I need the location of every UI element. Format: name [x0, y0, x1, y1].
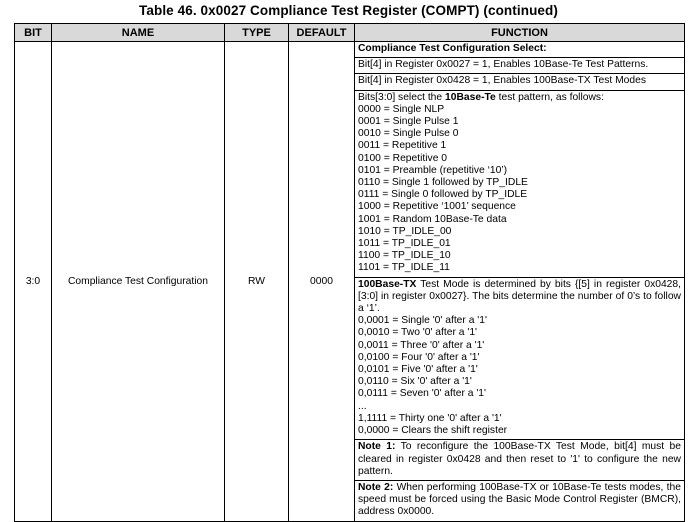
pattern-item: 0111 = Single 0 followed by TP_IDLE [358, 189, 528, 201]
pattern-item: 0000 = Single NLP [358, 103, 445, 115]
pattern-item: 0010 = Single Pulse 0 [358, 128, 459, 140]
function-tx-enable: Bit[4] in Register 0x0428 = 1, Enables 100Base-TX Test Modes [355, 74, 684, 90]
te-pattern-intro: Bits[3:0] select the 10Base-Te test pattern, as follows: [358, 91, 604, 103]
cell-type: RW [225, 42, 289, 522]
note-1: Note 1: To reconfigure the 100Base-TX Test Mode, bit[4] must be cleared in register 0x0428 and then reset to '1' to configure the new pattern. [355, 440, 684, 481]
pattern-item: 0110 = Single 1 followed by TP_IDLE [358, 177, 528, 189]
tx-pattern-block [355, 278, 684, 441]
pattern-item: 0,0101 = Five '0' after a '1' [358, 364, 478, 376]
tx-pattern-intro: 100Base-TX Test Mode is determined by bits {[5] in register 0x0428, [3:0] in register 0x0027}. The bits determine the number of 0’s to follow a ‘1’. [358, 278, 681, 315]
pattern-item: 1001 = Random 10Base-Te data [358, 213, 507, 225]
cell-bit: 3:0 [15, 42, 52, 522]
header-function: FUNCTION [355, 24, 685, 42]
cell-function [355, 42, 685, 522]
header-bit: BIT [15, 24, 52, 42]
te-pattern-block [355, 91, 684, 278]
pattern-item: 0101 = Preamble (repetitive ‘10’) [358, 164, 508, 176]
table-header-row [15, 24, 685, 42]
pattern-item: 0,0110 = Six '0' after a '1' [358, 376, 472, 388]
pattern-item: 1011 = TP_IDLE_01 [358, 238, 451, 250]
header-default: DEFAULT [289, 24, 355, 42]
pattern-item: 0100 = Repetitive 0 [358, 152, 448, 164]
pattern-item: 1010 = TP_IDLE_00 [358, 225, 452, 237]
pattern-item: 0001 = Single Pulse 1 [358, 116, 459, 128]
pattern-item: 1,1111 = Thirty one '0' after a '1' [358, 412, 502, 424]
pattern-item: 1000 = Repetitive ‘1001’ sequence [358, 201, 516, 213]
cell-name: Compliance Test Configuration [52, 42, 225, 522]
note-2: Note 2: When performing 100Base-TX or 10Base-Te tests modes, the speed must be forced using the Basic Mode Control Register (BMCR), address 0x0000. [358, 481, 681, 518]
table-title: Table 46. 0x0027 Compliance Test Register (COMPT) (continued) [139, 3, 558, 18]
cell-default: 0000 [289, 42, 355, 522]
tx-pattern-ellipsis: ... [358, 400, 367, 412]
pattern-item: 0,0111 = Seven '0' after a '1' [358, 388, 486, 400]
header-name: NAME [52, 24, 225, 42]
tx-pattern-list-end [358, 413, 681, 437]
function-te-enable: Bit[4] in Register 0x0027 = 1, Enables 10Base-Te Test Patterns. [355, 58, 684, 74]
pattern-item: 0,0000 = Clears the shift register [358, 425, 508, 437]
pattern-item: 0,0100 = Four '0' after a '1' [358, 351, 480, 363]
pattern-item: 0,0001 = Single '0' after a '1' [358, 315, 487, 327]
pattern-item: 0011 = Repetitive 1 [358, 140, 447, 152]
register-table [14, 23, 685, 522]
table-row [15, 42, 685, 522]
te-pattern-list [358, 104, 681, 275]
pattern-item: 1100 = TP_IDLE_10 [358, 250, 451, 262]
pattern-item: 0,0010 = Two '0' after a '1' [358, 327, 478, 339]
tx-pattern-list [358, 315, 681, 400]
pattern-item: 1101 = TP_IDLE_11 [358, 262, 450, 274]
pattern-item: 0,0011 = Three '0' after a '1' [358, 339, 485, 351]
header-type: TYPE [225, 24, 289, 42]
function-heading: Compliance Test Configuration Select: [355, 42, 684, 58]
